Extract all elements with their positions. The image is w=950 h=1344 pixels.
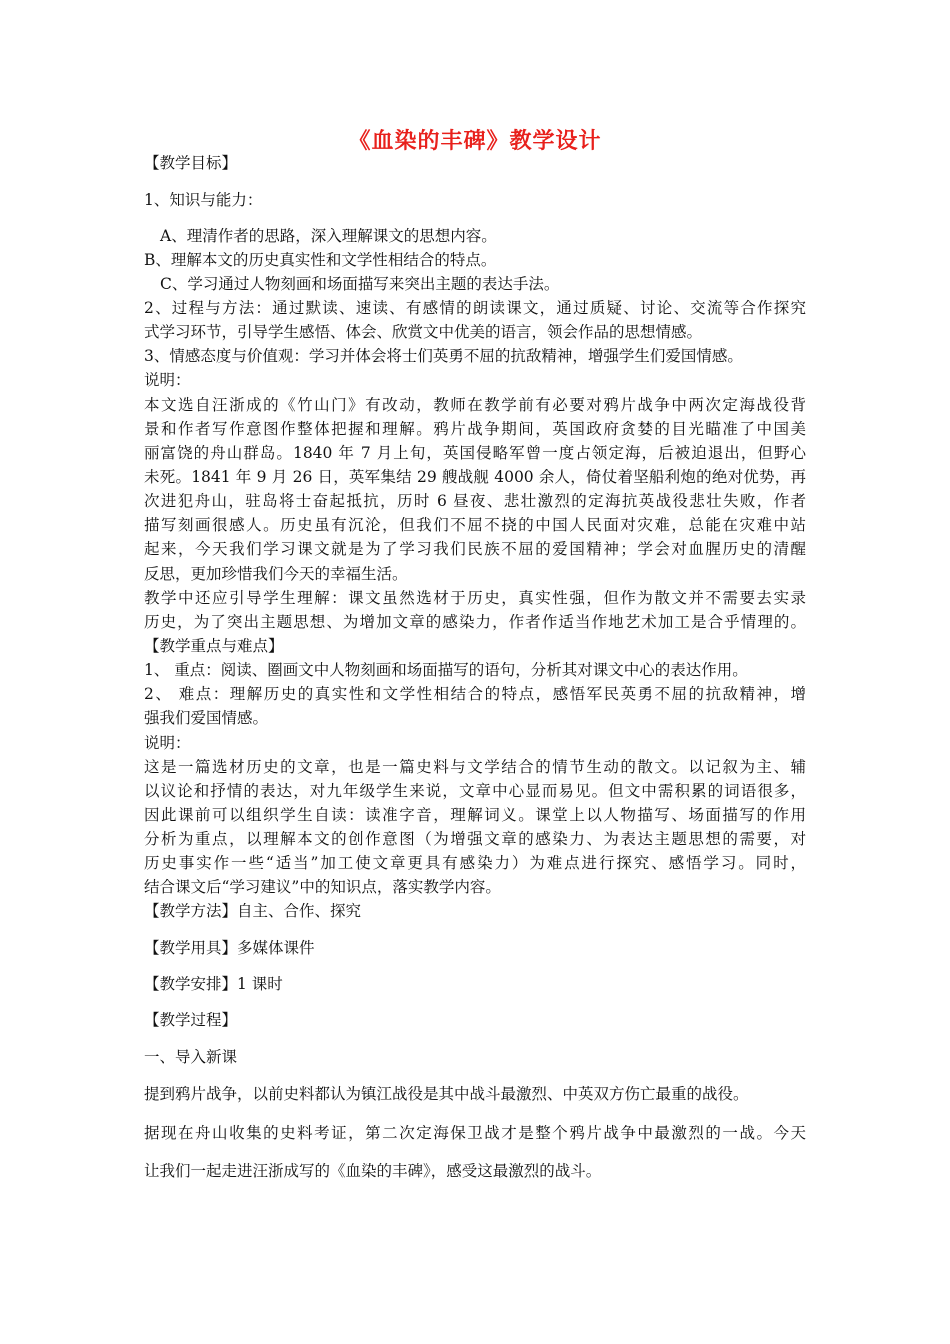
text-line: 这是一篇选材历史的文章，也是一篇史料与文学结合的情节生动的散文。以记叙为主、辅 <box>144 758 806 776</box>
text-line: 结合课文后“学习建议”中的知识点，落实教学内容。 <box>144 878 501 896</box>
text-line: A、理清作者的思路，深入理解课文的思想内容。 <box>160 227 497 245</box>
text-line: 说明： <box>144 734 191 752</box>
text-line: 说明： <box>144 371 191 389</box>
text-line: 教学中还应引导学生理解：课文虽然选材于历史，真实性强，但作为散文并不需要去实录 <box>144 589 806 607</box>
text-line: 分析为重点，以理解本文的创作意图（为增强文章的感染力、为表达主题思想的需要，对 <box>144 830 806 848</box>
text-line: 未死。1841 年 9 月 26 日，英军集结 29 艘战舰 4000 余人，倚仗着坚船利炮的绝对优势，再 <box>144 468 806 486</box>
text-line: C、学习通过人物刻画和场面描写来突出主题的表达手法。 <box>160 275 560 293</box>
text-line: 历史，为了突出主题思想、为增加文章的感染力，作者作适当作地艺术加工是合乎情理的。 <box>144 613 806 631</box>
text-line: 丽富饶的舟山群岛。1840 年 7 月上旬，英国侵略军曾一度占领定海，后被迫退出，但野心 <box>144 444 806 462</box>
text-line: 3、情感态度与价值观：学习并体会将士们英勇不屈的抗敌精神，增强学生们爱国情感。 <box>144 347 743 365</box>
text-line: 强我们爱国情感。 <box>144 709 269 727</box>
text-line: 据现在舟山收集的史料考证，第二次定海保卫战才是整个鸦片战争中最激烈的一战。今天 <box>144 1124 806 1142</box>
text-line: 【教学方法】自主、合作、探究 <box>144 902 362 920</box>
text-line: 1、 重点：阅读、圈画文中人物刻画和场面描写的语句，分析其对课文中心的表达作用。 <box>144 661 748 679</box>
text-line: 式学习环节，引导学生感悟、体会、欣赏文中优美的语言，领会作品的思想情感。 <box>144 323 703 341</box>
text-line: 1、知识与能力： <box>144 191 263 209</box>
document-title: 《血染的丰碑》教学设计 <box>348 128 602 154</box>
text-line: 次进犯舟山，驻岛将士奋起抵抗，历时 6 昼夜、悲壮激烈的定海抗英战役悲壮失败，作者 <box>144 492 806 510</box>
text-line: 2、过程与方法：通过默读、速读、有感情的朗读课文，通过质疑、讨论、交流等合作探究 <box>144 299 806 317</box>
text-line: 景和作者写作意图作整体把握和理解。鸦片战争期间，英国政府贪婪的目光瞄准了中国美 <box>144 420 806 438</box>
text-line: 【教学用具】多媒体课件 <box>144 939 315 957</box>
text-line: 因此课前可以组织学生自读：读准字音，理解词义。课堂上以人物描写、场面描写的作用 <box>144 806 806 824</box>
text-line: 本文选自汪浙成的《竹山门》有改动，教师在教学前有必要对鸦片战争中两次定海战役背 <box>144 396 806 414</box>
text-line: 起来，今天我们学习课文就是为了学习我们民族不屈的爱国精神；学会对血腥历史的清醒 <box>144 540 806 558</box>
text-line: 描写刻画很感人。历史虽有沉沦，但我们不屈不挠的中国人民面对灾难，总能在灾难中站 <box>144 516 806 534</box>
text-line: 一、导入新课 <box>144 1048 238 1066</box>
text-line: 【教学目标】 <box>144 154 238 172</box>
text-line: B、理解本文的历史真实性和文学性相结合的特点。 <box>144 251 497 269</box>
text-line: 【教学过程】 <box>144 1011 238 1029</box>
text-line: 以议论和抒情的表达，对九年级学生来说，文章中心显而易见。但文中需积累的词语很多， <box>144 782 806 800</box>
text-line: 【教学安排】1 课时 <box>144 975 283 993</box>
text-line: 2、 难点：理解历史的真实性和文学性相结合的特点，感悟军民英勇不屈的抗敌精神，增 <box>144 685 806 703</box>
text-line: 提到鸦片战争，以前史料都认为镇江战役是其中战斗最激烈、中英双方伤亡最重的战役。 <box>144 1085 749 1103</box>
text-line: 历史事实作一些“适当”加工使文章更具有感染力）为难点进行探究、感悟学习。同时， <box>144 854 806 872</box>
text-line: 反思，更加珍惜我们今天的幸福生活。 <box>144 565 408 583</box>
text-line: 让我们一起走进汪浙成写的《血染的丰碑》，感受这最激烈的战斗。 <box>144 1162 602 1180</box>
text-line: 【教学重点与难点】 <box>144 637 284 655</box>
